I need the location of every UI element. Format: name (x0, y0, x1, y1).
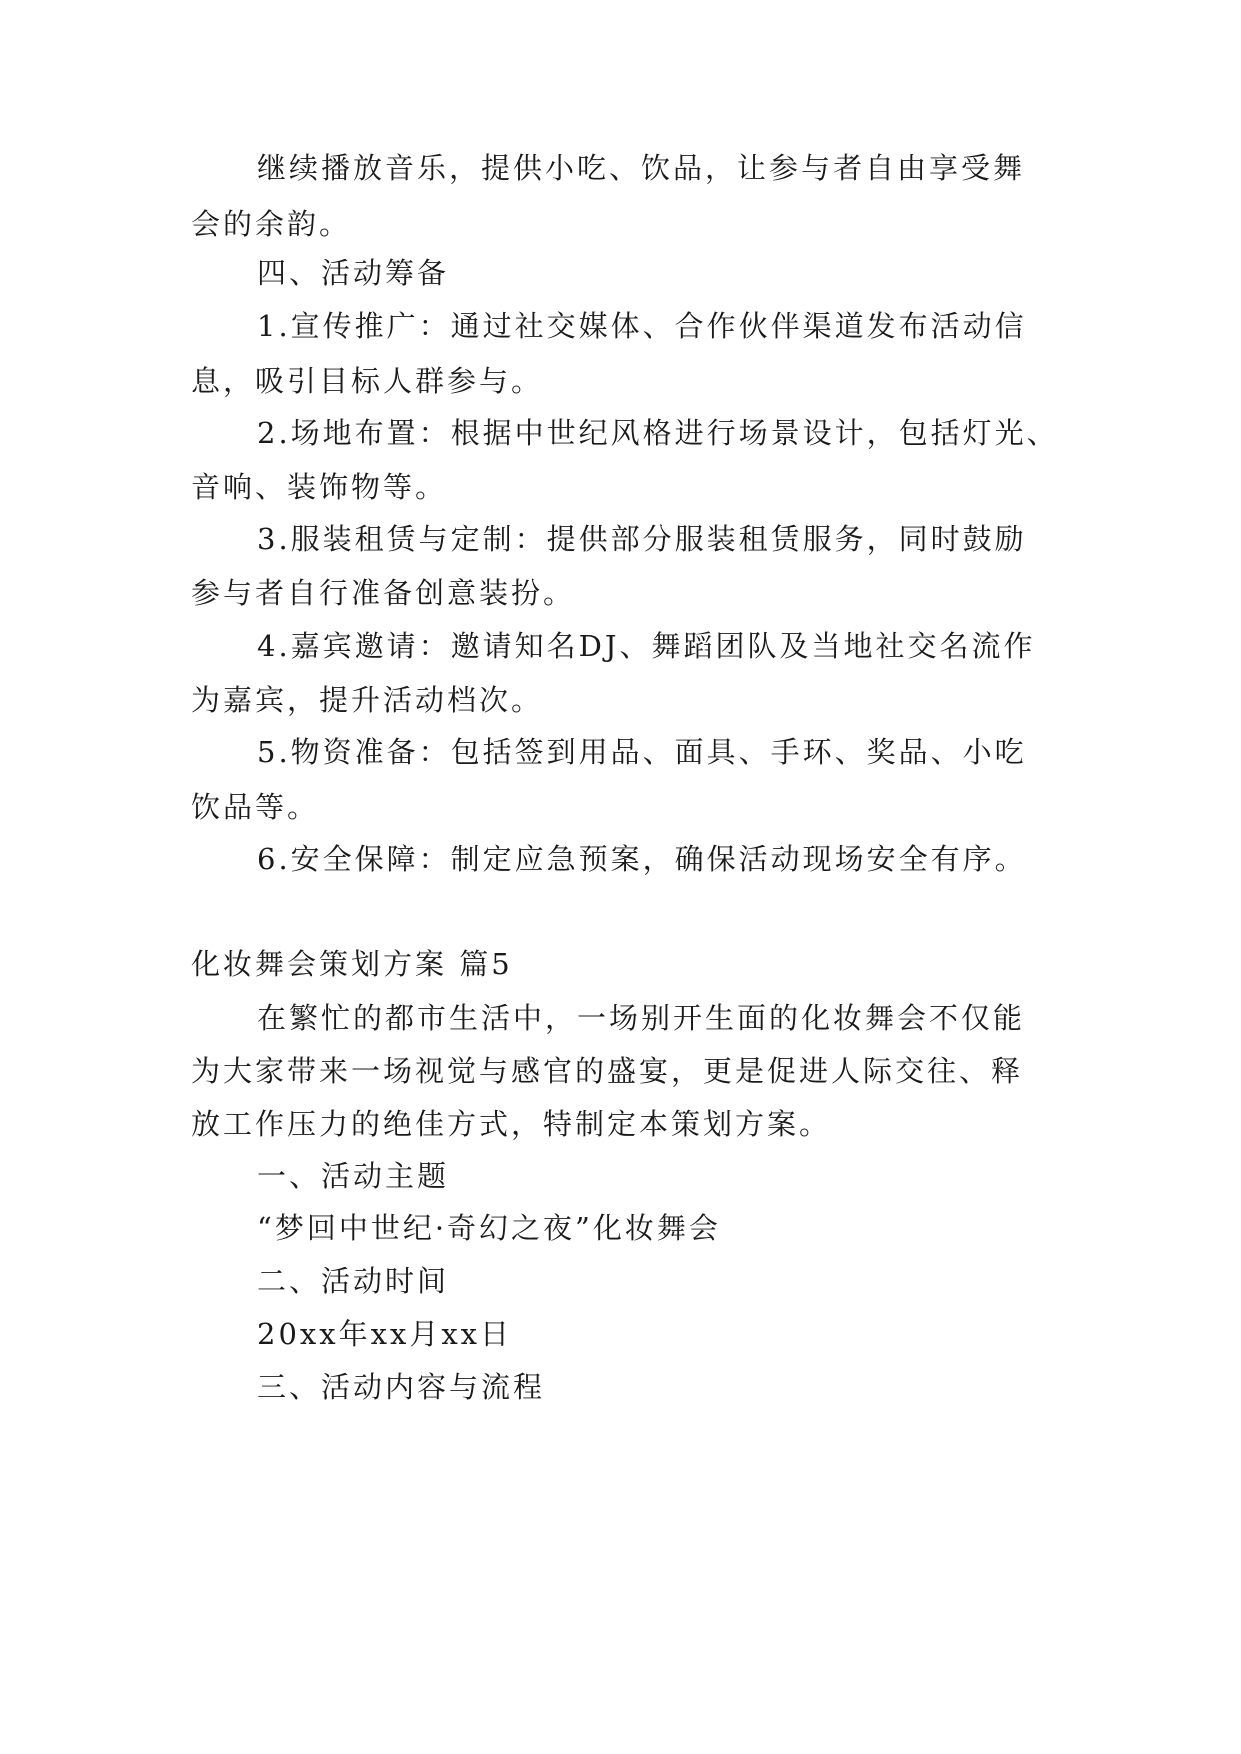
list-item: 2.场地布置：根据中世纪风格进行场景设计，包括灯光、 (257, 416, 1059, 450)
paragraph-line: 在繁忙的都市生活中，一场别开生面的化妆舞会不仅能 (257, 1001, 1026, 1035)
paragraph-line: 放工作压力的绝佳方式，特制定本策划方案。 (191, 1107, 832, 1141)
section-heading: 一、活动主题 (257, 1159, 450, 1193)
list-item-continuation: 息，吸引目标人群参与。 (191, 364, 544, 398)
paragraph-line: 为大家带来一场视觉与感官的盛宴，更是促进人际交往、释 (191, 1054, 1024, 1088)
paragraph-line: 会的余韵。 (191, 207, 352, 241)
theme-text: “梦回中世纪·奇幻之夜”化妆舞会 (257, 1211, 721, 1245)
list-item: 6.安全保障：制定应急预案，确保活动现场安全有序。 (257, 842, 1027, 876)
section-heading: 三、活动内容与流程 (257, 1370, 546, 1404)
section-heading: 四、活动筹备 (257, 256, 450, 290)
section-heading: 二、活动时间 (257, 1264, 450, 1298)
list-item-continuation: 饮品等。 (191, 790, 320, 824)
list-item: 4.嘉宾邀请：邀请知名DJ、舞蹈团队及当地社交名流作 (257, 629, 1036, 663)
list-item: 1.宣传推广：通过社交媒体、合作伙伴渠道发布活动信 (257, 309, 1027, 343)
list-item: 5.物资准备：包括签到用品、面具、手环、奖品、小吃 (257, 735, 1027, 769)
list-item-continuation: 参与者自行准备创意装扮。 (191, 576, 576, 610)
date-text: 20xx年xx月xx日 (257, 1317, 513, 1351)
list-item-continuation: 音响、装饰物等。 (191, 470, 448, 504)
article-title: 化妆舞会策划方案 篇5 (191, 947, 513, 981)
list-item-continuation: 为嘉宾，提升活动档次。 (191, 683, 544, 717)
paragraph-line: 继续播放音乐，提供小吃、饮品，让参与者自由享受舞 (257, 151, 1026, 185)
list-item: 3.服装租赁与定制：提供部分服装租赁服务，同时鼓励 (257, 522, 1027, 556)
